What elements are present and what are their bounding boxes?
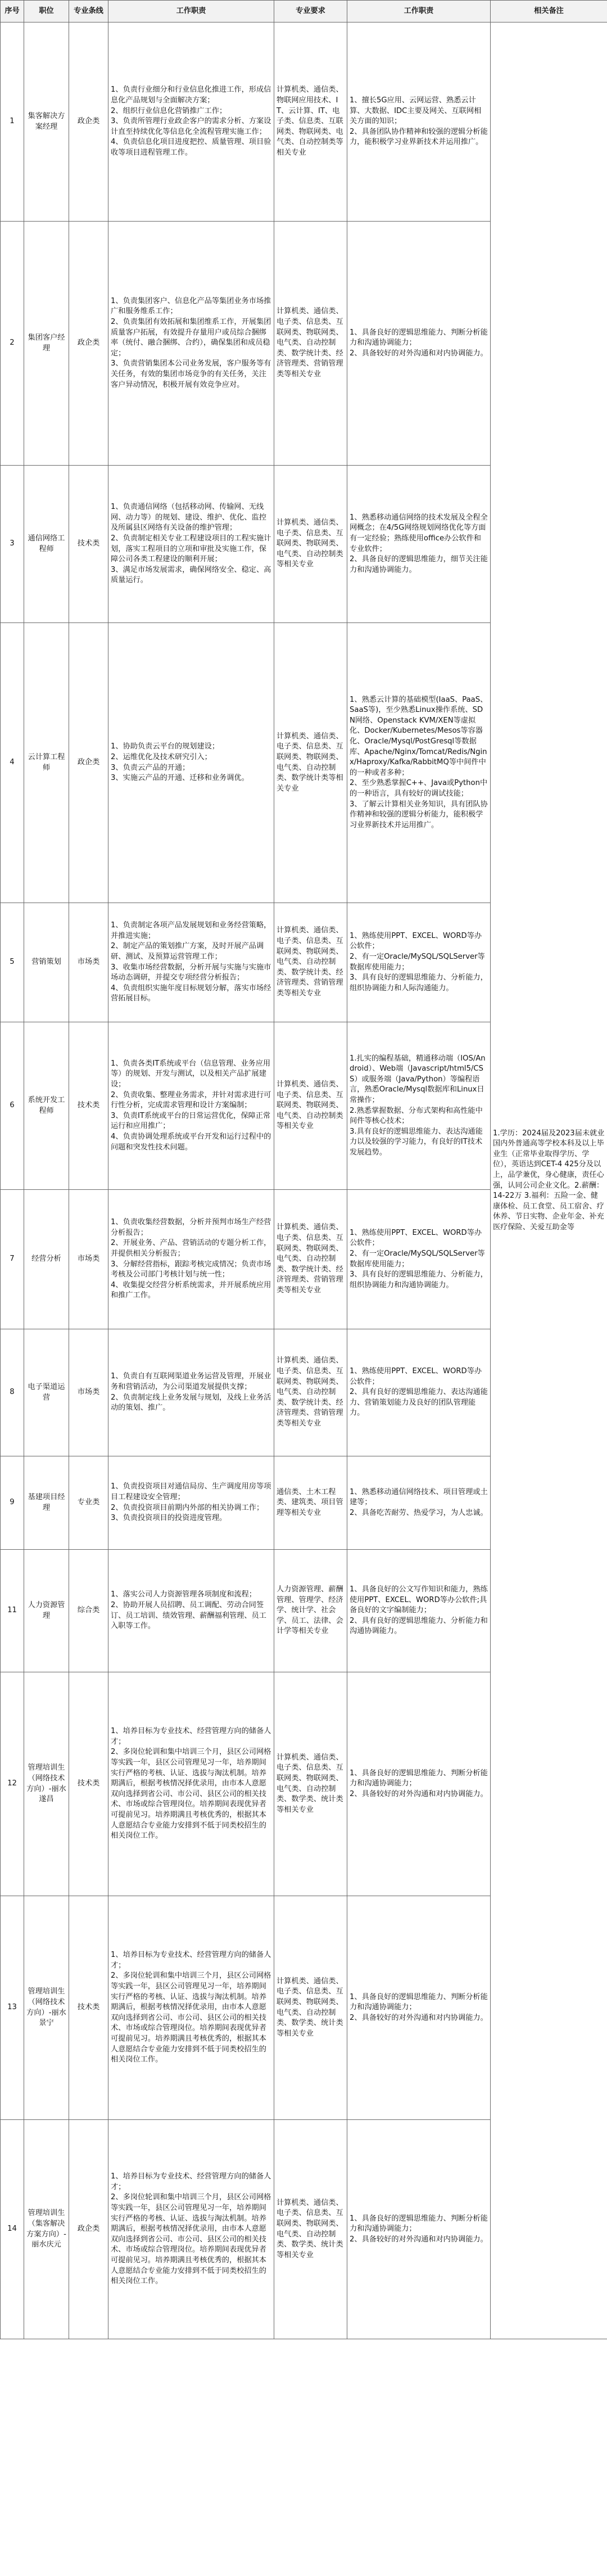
- skill-item: 3、具有良好的逻辑思维能力、分析能力，组织协调能力和人际沟通能力。: [350, 973, 488, 992]
- row-line: 综合类: [69, 1550, 108, 1672]
- row-no: 2: [1, 222, 24, 466]
- skill-item: 2、具有良好的逻辑思维能力、分析能力和沟通协调能力。: [350, 1616, 488, 1636]
- header-row: [1, 1, 607, 22]
- row-duties: [108, 466, 274, 623]
- duty-item: 3、负责所管理行业政企客户的需求分析、方案设计直至持续优化等信息化全流程管理实施工作；: [111, 117, 271, 136]
- row-major: 计算机类、通信类、电子类、信息类、互联网类、物联网类、电气类、自动控制类、数学统计类等相关专业: [274, 623, 347, 903]
- row-skills: [347, 1672, 491, 1896]
- row-title: 营销策划: [24, 903, 69, 1022]
- row-major: 计算机类、通信类、电子类、信息类、互联网类、物联网类、电气类、自动控制类、数学统计类、经济管理类、营销管理类等相关专业: [274, 903, 347, 1022]
- row-line: 专业类: [69, 1456, 108, 1550]
- skill-item: 2、具备较好的对外沟通和对内协调能力。: [350, 349, 488, 358]
- header-skills: 工作职责: [347, 1, 491, 22]
- duty-item: 3、负责IT系统或平台的日常运营优化，保障正常运行和应用推广；: [111, 1111, 271, 1131]
- skill-item: 2、有一定Oracle/MySQL/SQLServer等数据库使用能力；: [350, 1249, 485, 1269]
- duty-item: 1、培养目标为专业技术、经营管理方向的储备人才；: [111, 2172, 271, 2191]
- duty-item: 3、负责云产品的开通；: [111, 763, 190, 772]
- row-line: 政企类: [69, 2120, 108, 2339]
- skill-item: 2、有一定Oracle/MySQL/SQLServer等数据库使用能力；: [350, 952, 485, 972]
- row-major: 通信类、土木工程类、建筑类、项目管理等相关专业: [274, 1456, 347, 1550]
- duty-item: 1、负责各类IT系统或平台（信息管理、业务应用等）的规划、开发与测试，以及相关产品扩展建设；: [111, 1059, 271, 1089]
- row-line: 技术类: [69, 1896, 108, 2120]
- duty-item: 1、协助负责云平台的规划建设；: [111, 742, 220, 751]
- skill-item: 2.熟悉掌握数据、分布式架构和高性能中间件等核心技术；: [350, 1106, 483, 1126]
- skill-item: 1、具备良好的逻辑思维能力、判断分析能力和沟通协调能力；: [350, 328, 488, 348]
- row-major: 计算机类、通信类、物联网应用技术、IT、云计算、IT、电子类、信息类、互联网类、物联网类、电气类、自动控制类等相关专业: [274, 22, 347, 222]
- row-major: 计算机类、通信类、电子类、信息类、互联网类、物联网类、电气类、自动控制类等相关专业: [274, 466, 347, 623]
- row-title: 管理培训生（网络技术方向）-丽水景宁: [24, 1896, 69, 2120]
- duty-item: 1、负责投资项目对通信局房、生产调度用房等项目工程建设安全管理；: [111, 1482, 271, 1501]
- row-line: 政企类: [69, 222, 108, 466]
- row-no: 13: [1, 1896, 24, 2120]
- row-duties: [108, 222, 274, 466]
- row-no: 9: [1, 1456, 24, 1550]
- row-duties: [108, 1190, 274, 1329]
- duty-item: 2、负责制定线上业务发展与规划，及线上业务活动的策划、推广。: [111, 1393, 271, 1413]
- header-title: 职位: [24, 1, 69, 22]
- row-title: 管理培训生（集客解决方案方向）-丽水庆元: [24, 2120, 69, 2339]
- row-no: 3: [1, 466, 24, 623]
- row-major: 计算机类、通信类、电子类、信息类、互联网类、物联网类、电气类、自动控制类、数学类、统计类等相关专业: [274, 1896, 347, 2120]
- duty-item: 4、负责组织实施年度目标规划分解，落实市场经营拓展目标。: [111, 984, 271, 1003]
- notes-cell: 1.学历：2024届及2023届未就业国内外普通高等学校本科及以上毕业生（正常毕业取得学历、学位），英语达到CET-4 425分及以上，品学兼优，身心健康，责任心强，认同公司企业文化。2.薪酬：14-22万 3.福利：五险一金、健康体检、员工食堂、员工宿舍、疗休养、节日实物、企业年金、补充医疗保险、关爱互助金等: [491, 22, 607, 2339]
- row-duties: [108, 1329, 274, 1456]
- skill-item: 3、具有良好的逻辑思维能力、分析能力，组织协调能力和沟通协调能力。: [350, 1270, 488, 1289]
- skill-item: 2、具备良好的逻辑思维能力，细节关注能力和沟通协调能力。: [350, 555, 488, 574]
- row-major: 计算机类、通信类、电子类、信息类、互联网类、物联网类、电气类、自动控制类、数学统计类、经济管理类、营销管理类等相关专业: [274, 222, 347, 466]
- row-no: 7: [1, 1190, 24, 1329]
- duty-item: 3、分解经营指标，跟踪考核完成情况；负责市场考核及公司部门考核计划与统一性；: [111, 1260, 271, 1279]
- skill-item: 1、熟练使用PPT、EXCEL、WORD等办公软件；: [350, 1367, 482, 1386]
- duty-item: 2、负责投资项目前期内外部的相关协调工作；: [111, 1503, 264, 1512]
- skill-item: 1、熟悉移动通信网络的技术发展及全程全网概念；在4/5G网络规划网络优化等方面有一定经验；熟练使用office办公软件和专业软件；: [350, 513, 488, 553]
- skill-item: 1、熟练使用PPT、EXCEL、WORD等办公软件；: [350, 1228, 482, 1248]
- row-major: 计算机类、通信类、电子类、信息类、互联网类、物联网类、电气类、自动控制类、数学类、统计类等相关专业: [274, 1672, 347, 1896]
- row-skills: [347, 1550, 491, 1672]
- row-title: 经营分析: [24, 1190, 69, 1329]
- row-line: 市场类: [69, 903, 108, 1022]
- row-title: 基建项目经理: [24, 1456, 69, 1550]
- row-major: 计算机类、通信类、电子类、信息类、互联网类、物联网类、电气类、自动控制类等相关专业: [274, 1022, 347, 1190]
- duty-item: 2、负责集团有效拓展和集团维系工作，开展集团质量客户拓展，有效提升存量用户或员综合捆绑率（统付、融合捆绑、合约），确保集团和成员稳定；: [111, 318, 271, 358]
- skill-item: 3、了解云计算相关业务知识，具有团队协作精神和较强的逻辑分析能力，能积极学习业界新技术并运用推广。: [350, 800, 488, 829]
- row-title: 电子渠道运营: [24, 1329, 69, 1456]
- skill-item: 2、具备较好的对外沟通和对内协调能力。: [350, 2235, 488, 2244]
- duty-item: 1、负责集团客户、信息化产品等集团业务市场推广和服务维系工作；: [111, 296, 271, 316]
- row-title: 集客解决方案经理: [24, 22, 69, 222]
- row-skills: [347, 222, 491, 466]
- row-line: 市场类: [69, 1329, 108, 1456]
- row-skills: [347, 1022, 491, 1190]
- header-major: 专业要求: [274, 1, 347, 22]
- row-no: 14: [1, 2120, 24, 2339]
- skill-item: 1、熟练使用PPT、EXCEL、WORD等办公软件；: [350, 931, 482, 951]
- skill-item: 1、擅长5G应用、云网运营、熟悉云计算、大数据、IDC主要及网关、互联网相关方面的知识；: [350, 96, 482, 126]
- row-duties: [108, 623, 274, 903]
- row-major: 计算机类、通信类、电子类、信息类、互联网类、物联网类、电气类、自动控制类、数学类、统计类等相关专业: [274, 2120, 347, 2339]
- duty-item: 1、负责制定各项产品发展规划和业务经营策略，并推进实施；: [111, 921, 271, 940]
- row-no: 5: [1, 903, 24, 1022]
- row-line: 政企类: [69, 22, 108, 222]
- row-title: 系统开发工程师: [24, 1022, 69, 1190]
- row-title: 管理培训生（网络技术方向）-丽水遂昌: [24, 1672, 69, 1896]
- duty-item: 2、组织行业信息化营销推广工作；: [111, 106, 227, 115]
- row-duties: [108, 2120, 274, 2339]
- row-title: 通信网络工程师: [24, 466, 69, 623]
- row-line: 技术类: [69, 1672, 108, 1896]
- row-skills: [347, 1329, 491, 1456]
- skill-item: 2、具备团队协作精神和较强的逻辑分析能力，能积极学习业界新技术并运用推广。: [350, 127, 488, 147]
- skill-item: 1、熟悉云计算的基础模型(IaaS、PaaS、SaaS等)，至少熟悉Linux操作系统、SDN网络、Openstack KVM/XEN等虚拟化、Docker/Kubernetes/Mesos等容器化、Oracle/Mysql/PostGresql等数据库、Apache/Nginx/Tomcat/Redis/Nginx/Haproxy/Kafka/RabbitMQ等中间件中的一种或者多种；: [350, 695, 488, 777]
- row-no: 1: [1, 22, 24, 222]
- duty-item: 1、负责自有互联网渠道业务运营及管理，开展业务和营销活动，为公司渠道发展提供支撑；: [111, 1372, 271, 1391]
- duty-item: 3、实施云产品的开通、迁移和业务调优。: [111, 774, 249, 783]
- row-title: 人力资源管理: [24, 1550, 69, 1672]
- duty-item: 4、收集提交经营分析系统需求，并开展系统应用和推广工作。: [111, 1280, 271, 1300]
- row-duties: [108, 903, 274, 1022]
- row-skills: [347, 22, 491, 222]
- row-skills: [347, 1896, 491, 2120]
- duty-item: 1、负责行业细分和行业信息化推进工作，形成信息化产品规划与全面解决方案；: [111, 85, 271, 105]
- row-skills: [347, 903, 491, 1022]
- row-no: 12: [1, 1672, 24, 1896]
- row-duties: [108, 1022, 274, 1190]
- duty-item: 1、落实公司人力资源管理各项制度和流程；: [111, 1590, 256, 1599]
- header-no: 序号: [1, 1, 24, 22]
- duty-item: 1、培养目标为专业技术、经营管理方向的储备人才；: [111, 1727, 271, 1746]
- table-row: [1, 22, 607, 222]
- skill-item: 2、至少熟悉掌握C++、Java或Python中的一种语言，具有较好的调试技能；: [350, 779, 488, 798]
- row-duties: [108, 22, 274, 222]
- row-skills: [347, 2120, 491, 2339]
- row-major: 计算机类、通信类、电子类、信息类、互联网类、物联网类、电气类、自动控制类、数学统计类、经济管理类、营销管理类等相关专业: [274, 1329, 347, 1456]
- duty-item: 2、多岗位轮训和集中培训三个月，县区公司网格等实践一年，县区公司管理见习一年，培养期间实行严格的考核、认证、选拔与淘汰机制。培养期满后，根据考核情况择优录用，由市本人意愿双向选择到省公司、市公司、县区公司的相关技术、市场或综合管理岗位。培养期间表现优异者可提前见习。培养期满且考核优秀的，根据其本人意愿结合专业能力安排到不低于同类校招生的相关岗位工作。: [111, 1972, 271, 2064]
- duty-item: 3、负责营销集团本公司业务发展，客户服务等有关任务，有效的集团市场竞争的有关任务，关注客户异动情况，积极开展有效竞争应对。: [111, 359, 271, 389]
- row-skills: [347, 623, 491, 903]
- duty-item: 2、开展业务、产品、营销活动的专题分析工作，并提供相关分析报告；: [111, 1239, 271, 1258]
- duty-item: 3、负责投资项目的投资进度管理。: [111, 1514, 227, 1523]
- duty-item: 2、运维优化及技术研究引入；: [111, 752, 212, 761]
- skill-item: 1、熟悉移动通信网络技术、项目管理或土建等；: [350, 1487, 488, 1507]
- skill-item: 3.具有良好的逻辑思维能力、表达沟通能力以及较强的学习能力，有良好的IT技术发展趋势。: [350, 1127, 483, 1157]
- row-duties: [108, 1896, 274, 2120]
- row-skills: [347, 1456, 491, 1550]
- skill-item: 2、具有良好的逻辑思维能力、表达沟通能力、营销策划能力及良好的团队管理能力。: [350, 1388, 488, 1418]
- skill-item: 2、具备吃苦耐劳、热爱学习，为人忠诚。: [350, 1508, 488, 1517]
- duty-item: 1、负责通信网络（包括移动网、传输网、无线网、动力等）的规划、建设、维护、优化、监控及所属县区网络有关设备的维护管理；: [111, 503, 266, 533]
- row-major: 计算机类、通信类、电子类、信息类、互联网类、物联网类、电气类、自动控制类、数学统计类、经济管理类、营销管理类等相关专业: [274, 1190, 347, 1329]
- header-duties: 工作职责: [108, 1, 274, 22]
- row-no: 8: [1, 1329, 24, 1456]
- row-no: 11: [1, 1550, 24, 1672]
- row-line: 技术类: [69, 1022, 108, 1190]
- skill-item: 2、具备较好的对外沟通和对内协调能力。: [350, 2013, 488, 2022]
- duty-item: 2、多岗位轮训和集中培训三个月，县区公司网格等实践一年，县区公司管理见习一年，培养期间实行严格的考核、认证、选拔与淘汰机制。培养期满后，根据考核情况择优录用，由市本人意愿双向选择到省公司、市公司、县区公司的相关技术、市场或综合管理岗位。培养期间表现优异者可提前见习。培养期满且考核优秀的，根据其本人意愿结合专业能力安排到不低于同类校招生的相关岗位工作。: [111, 1748, 271, 1840]
- row-line: 政企类: [69, 623, 108, 903]
- duty-item: 2、负责收集、整理业务需求，并针对需求进行可行性分析，完成需求管理和设计方案编制；: [111, 1090, 271, 1110]
- row-line: 技术类: [69, 466, 108, 623]
- row-duties: [108, 1550, 274, 1672]
- duty-item: 2、协助开展人员招聘、员工调配、劳动合同签订、员工培训、绩效管理、薪酬福利管理、员工入职等工作。: [111, 1600, 266, 1631]
- skill-item: 2、具备较好的对外沟通和对内协调能力。: [350, 1789, 488, 1798]
- row-title: 集团客户经理: [24, 222, 69, 466]
- duty-item: 3、收集市场经营数据，分析开展与实施与实施市场动态调研，并提交专项经营分析报告；: [111, 963, 271, 982]
- duty-item: 4、负责协调处理系统或平台开发和运行过程中的问题和突发性技术问题。: [111, 1132, 271, 1152]
- duty-item: 2、负责制定相关专业工程建设项目的工程实施计划，落实工程项目的立项和审批及实施工作，保障公司各类工程建设的顺利开展；: [111, 534, 271, 564]
- skill-item: 1、具备良好的逻辑思维能力、判断分析能力和沟通协调能力；: [350, 1992, 488, 2012]
- row-skills: [347, 466, 491, 623]
- row-major: 人力资源管理、薪酬管理、管理学、经济学、统计学、社会学、员工、法律、会计学等相关专业: [274, 1550, 347, 1672]
- duty-item: 3、满足市场发展需求，确保网络安全、稳定、高质量运行。: [111, 565, 271, 585]
- header-line: 专业条线: [69, 1, 108, 22]
- skill-item: 1、具备良好的公文写作知识和能力，熟练使用PPT、EXCEL、WORD等办公软件;具备良好的文字编制能力；: [350, 1585, 488, 1615]
- row-title: 云计算工程师: [24, 623, 69, 903]
- duty-item: 4、负责信息化项目进度把控、质量管理、项目验收等项目进程管理工作。: [111, 138, 271, 157]
- row-duties: [108, 1672, 274, 1896]
- row-line: 市场类: [69, 1190, 108, 1329]
- duty-item: 2、制定产品的策划推广方案，及时开展产品调研、测试、及预算运营管理工作；: [111, 942, 264, 961]
- duty-item: 1、负责收集经营数据，分析并预判市场生产经营分析报告；: [111, 1218, 271, 1237]
- row-no: 6: [1, 1022, 24, 1190]
- row-duties: [108, 1456, 274, 1550]
- skill-item: 1.扎实的编程基础，精通移动端（IOS/Android）、Web端（Javascript/html5/CSS）或服务端（Java/Python）等编程语言，熟悉Oracle/Mysql数据库和Linux日常操作；: [350, 1054, 486, 1104]
- skill-item: 1、具备良好的逻辑思维能力、判断分析能力和沟通协调能力；: [350, 1769, 488, 1788]
- duty-item: 1、培养目标为专业技术、经营管理方向的储备人才；: [111, 1951, 271, 1970]
- skill-item: 1、具备良好的逻辑思维能力、判断分析能力和沟通协调能力；: [350, 2214, 488, 2234]
- header-notes: 相关备注: [491, 1, 607, 22]
- row-skills: [347, 1190, 491, 1329]
- row-no: 4: [1, 623, 24, 903]
- duty-item: 2、多岗位轮训和集中培训三个月，县区公司网格等实践一年，县区公司管理见习一年，培养期间实行严格的考核、认证、选拔与淘汰机制。培养期满后，根据考核情况择优录用，由市本人意愿双向选择到省公司、市公司、县区公司的相关技术、市场或综合管理岗位。培养期间表现优异者可提前见习。培养期满且考核优秀的，根据其本人意愿结合专业能力安排到不低于同类校招生的相关岗位工作。: [111, 2193, 271, 2286]
